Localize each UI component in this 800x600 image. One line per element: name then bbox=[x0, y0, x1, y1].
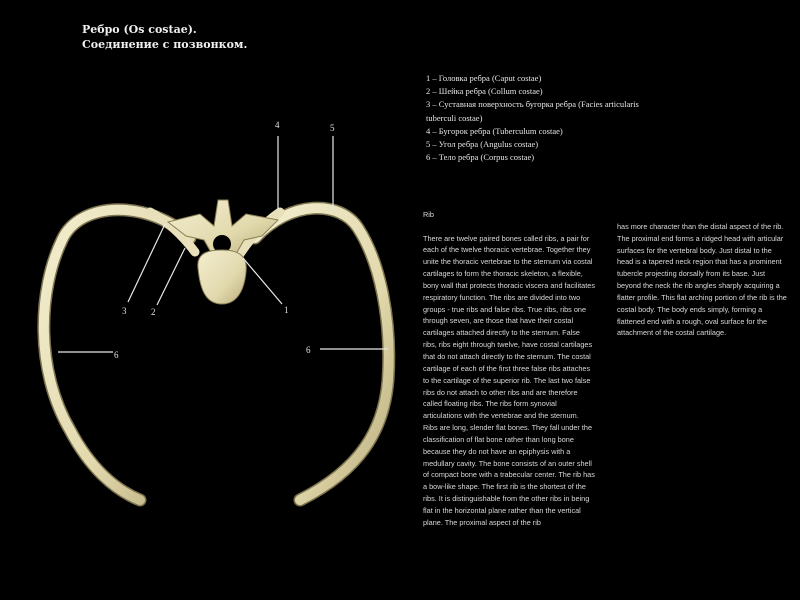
legend-item: 6 – Тело ребра (Corpus costae) bbox=[426, 152, 535, 163]
legend-item: 4 – Бугорок ребра (Tuberculum costae) bbox=[426, 125, 563, 136]
label-2: 2 bbox=[151, 307, 156, 317]
label-1: 1 bbox=[284, 305, 289, 315]
label-6-right: 6 bbox=[306, 345, 311, 355]
label-4: 4 bbox=[275, 120, 280, 130]
legend-item: 2 – Шейка ребра (Collum costae) bbox=[426, 86, 543, 97]
figure-legend bbox=[426, 72, 666, 164]
label-5: 5 bbox=[330, 123, 335, 133]
legend-item: 3 – Суставная поверхность бугорка ребра (Facies articularis bbox=[426, 99, 639, 110]
legend-item: 1 – Головка ребра (Caput costae) bbox=[426, 73, 542, 83]
title-line-1: Ребро (Os costae). bbox=[82, 23, 197, 36]
description-heading: Rib bbox=[423, 209, 434, 219]
legend-item: 5 – Угол ребра (Angulus costae) bbox=[426, 139, 539, 150]
description-column-2 bbox=[617, 209, 789, 339]
left-rib bbox=[44, 210, 195, 500]
label-6-left: 6 bbox=[114, 350, 119, 360]
leader-line-3 bbox=[128, 224, 165, 302]
leader-line-2 bbox=[157, 248, 185, 305]
description-text-1: There are twelve paired bones called ribs, a pair for each of the twelve thoracic vertebrae. Together they unite the thoracic vertebrae to the sternum via costal cartilages to form the thoracic skeleton, a flexible, bony wall that protects thoracic viscera and facilitates respiratory function. The ribs are divided into two groups - true ribs and false ribs. True ribs, ribs one through seven, are those that have their costal cartilages attached directly to the sternum. False ribs, ribs eight through twelve, have costal cartilages that do not attach directly to the sternum. The costal cartilage of each of the first three false ribs attaches to the cartilage of the superior rib. The last two false ribs do not attach to other ribs and are therefore called floating ribs. The ribs form synovial articulations with the vertebrae and the sternum. Ribs are long, slender flat bones. They fall under the classification of flat bone rather than long bone because they do not have an epiphysis with a medullary cavity. The bone consists of an outer shell of compact bone with a trabecular center. The rib has a bow-like shape. The first rib is the shortest of the ribs. It is distinguishable from the other ribs in being flat in the horizontal plane rather than the vertical plane. The proximal aspect of the rib bbox=[423, 233, 595, 527]
description-text-2: has more character than the distal aspect of the rib. The proximal end forms a ridged head with articular surfaces for the vertebral body. Just distal to the head is a tapered neck region that has a prominent tubercle projecting dorsally from its base. Just beyond the neck the rib angles sharply acquiring a flatter profile. This flat arching portion of the rib is the costal body. The body ends simply, forming a flattened end with a rough, oval surface for the attachment of the costal cartilage. bbox=[617, 221, 787, 338]
leader-line-1 bbox=[243, 258, 282, 304]
description-column-1 bbox=[423, 197, 595, 529]
title-line-2: Соединение с позвонком. bbox=[82, 38, 248, 51]
right-rib bbox=[240, 208, 389, 500]
label-3: 3 bbox=[122, 306, 127, 316]
thoracic-vertebra bbox=[168, 200, 278, 304]
legend-item: tuberculi costae) bbox=[426, 112, 483, 123]
